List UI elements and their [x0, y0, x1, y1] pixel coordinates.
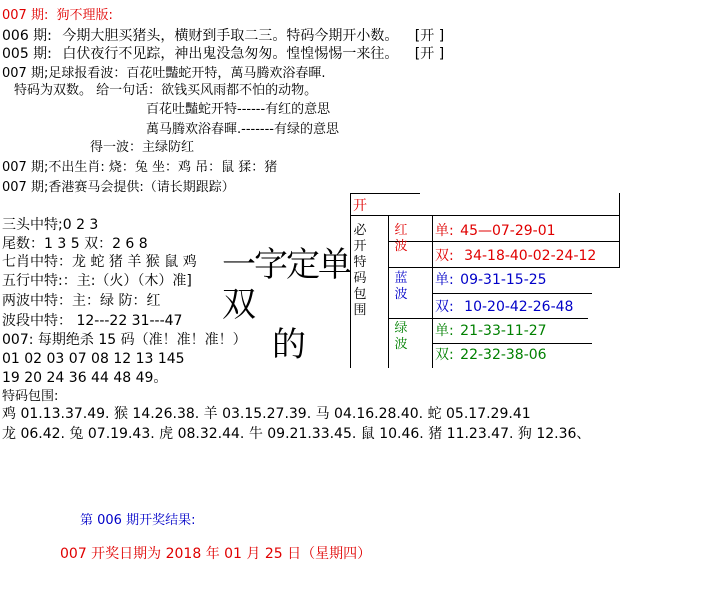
- wave-red-odd: [435, 222, 556, 240]
- line-005-text: 白伏夜行不见踪，神出鬼没急匆匆。惶惶惕惕一来往。: [62, 46, 399, 62]
- wave-green-name: 绿波: [394, 321, 408, 352]
- wave-green-even: [435, 346, 547, 364]
- line-surround-2: 龙 06.42. 兔 07.19.43. 虎 08.32.44. 牛 09.21.33.45. 鼠 10.46. 猪 11.23.47. 狗 12.36、: [2, 426, 591, 442]
- wave-red-name: 红波: [394, 223, 408, 254]
- table-row-line-4: [388, 318, 588, 319]
- table-label: 必开特码包围: [353, 223, 367, 318]
- line-hint: 特码为双数。 给一句话：欲钱买风雨都不怕的动物。: [14, 83, 318, 98]
- line-two-waves: 两波中特：主：绿 防：红: [2, 293, 161, 309]
- line-005-result: [开 ]: [414, 46, 445, 62]
- line-red-meaning: 百花吐豔蛇开特------有红的意思: [146, 102, 331, 117]
- stamp-line-1: 一字定单双: [222, 245, 350, 325]
- line-005: [2, 45, 444, 63]
- wave-red-odd-label: 单:: [435, 223, 454, 239]
- line-band: 波段中特： 12---22 31---47: [2, 313, 183, 329]
- wave-blue-even: [435, 298, 573, 316]
- slogan-label: 狗不理版:: [56, 8, 113, 23]
- wave-blue-odd-label: 单:: [435, 272, 454, 288]
- table-row-line-2: [388, 267, 620, 268]
- table-col-line-1: [388, 215, 389, 368]
- stamp-text: [222, 245, 352, 365]
- table-row-line-1: [388, 241, 620, 242]
- line-no-zodiac: 007 期;不出生肖: 烧：兔 坐：鸡 吊：鼠 猱：猪: [2, 160, 278, 175]
- wave-green-odd-value: 21-33-11-27: [460, 323, 547, 339]
- line-kill: 007: 每期绝杀 15 码（准！准！准！）: [2, 332, 247, 348]
- line-006-result: [开 ]: [414, 28, 445, 44]
- result-title: 第 006 期开奖结果:: [80, 513, 196, 528]
- table-row-line-3: [432, 293, 592, 294]
- table-header-line: [350, 215, 620, 216]
- line-surround-1: 鸡 01.13.37.49. 猴 14.26.38. 羊 03.15.27.39. 马 04.16.28.40. 蛇 05.17.29.41: [2, 406, 531, 422]
- table-top-line: [350, 193, 420, 194]
- line-head: 三头中特;0 2 3: [2, 217, 99, 233]
- header-issue: [2, 8, 113, 24]
- table-row-line-5: [432, 343, 592, 344]
- line-jockey: 007 期;香港赛马会提供:（请长期跟踪）: [2, 180, 235, 195]
- wave-red-even-value: 34-18-40-02-24-12: [464, 248, 597, 264]
- line-006: [2, 27, 444, 45]
- table-header: 开: [353, 198, 367, 214]
- wave-red-even: [435, 247, 596, 265]
- issue-label: 007 期:: [2, 8, 49, 23]
- wave-red-even-label: 双:: [435, 248, 454, 264]
- wave-blue-even-value: 10-20-42-26-48: [464, 299, 574, 315]
- line-tail: 尾数：1 3 5 双：2 6 8: [2, 236, 148, 252]
- line-elements: 五行中特:：主:（火）（木）准]: [2, 273, 192, 289]
- line-kill-nums-2: 19 20 24 36 44 48 49。: [2, 370, 168, 386]
- line-wave: 得一波：主绿防红: [90, 140, 195, 155]
- line-surround-title: 特码包围:: [2, 389, 59, 404]
- line-football: 007 期;足球报看波：百花吐豔蛇开特，萬马腾欢浴春暉.: [2, 66, 326, 81]
- prediction-table: [350, 193, 620, 368]
- wave-green-even-label: 双:: [435, 347, 454, 363]
- line-green-meaning: 萬马腾欢浴春暉.-------有绿的意思: [146, 122, 339, 137]
- line-005-prefix: 005 期:: [2, 46, 52, 62]
- wave-blue-odd-value: 09-31-15-25: [460, 272, 547, 288]
- stamp-line-2: 的: [272, 325, 304, 365]
- table-col-line-2: [432, 215, 433, 368]
- wave-green-even-value: 22-32-38-06: [460, 347, 547, 363]
- line-kill-nums-1: 01 02 03 07 08 12 13 145: [2, 351, 185, 367]
- line-006-text: 今期大胆买猪头，横财到手取二三。特码今期开小数。: [62, 28, 399, 44]
- wave-green-odd-label: 单:: [435, 323, 454, 339]
- line-seven-zodiac: 七肖中特：龙 蛇 猪 羊 猴 鼠 鸡: [2, 254, 197, 270]
- draw-date: 007 开奖日期为 2018 年 01 月 25 日（星期四）: [60, 546, 372, 562]
- wave-blue-odd: [435, 271, 547, 289]
- wave-red-odd-value: 45—07-29-01: [460, 223, 556, 239]
- table-right-line: [619, 193, 620, 267]
- wave-blue-name: 蓝波: [394, 271, 408, 302]
- line-006-prefix: 006 期:: [2, 28, 52, 44]
- table-left-line: [350, 193, 351, 368]
- wave-blue-even-label: 双:: [435, 299, 454, 315]
- wave-green-odd: [435, 322, 547, 340]
